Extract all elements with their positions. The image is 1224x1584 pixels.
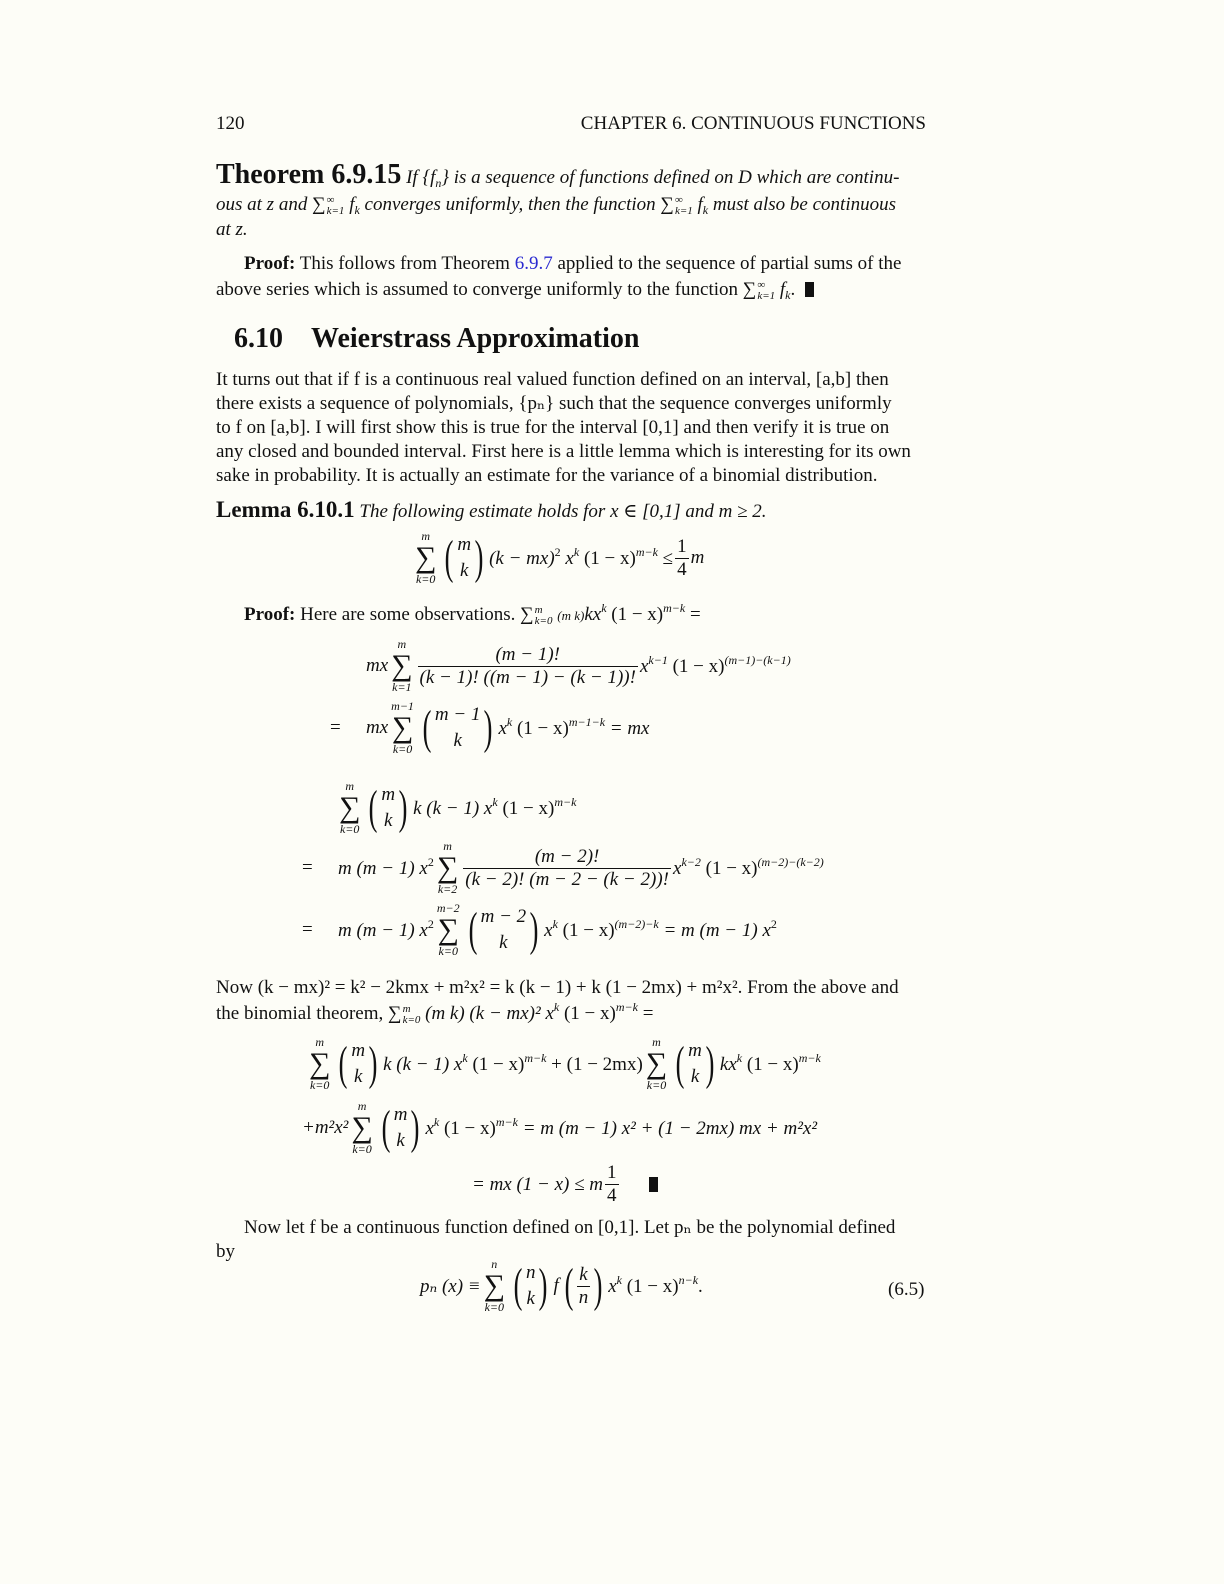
proof-1-line1: Proof: This follows from Theorem 6.9.7 applied to the sequence of partial sums of the [244,253,902,274]
proof-2-line: Proof: Here are some observations. ∑ m k=0 (m $k)kx^k$ $(1 - x)^{m-k}$ = [244,601,701,627]
inline-sum-limits: m k=0 [534,603,553,627]
inline-sum-limits: m k=0 [402,1002,421,1026]
lemma-equation: m ∑ k=0 ( m k ) (k − mx)$^2$ $x^k$ $(1 - x)^{m-k}$ ≤ $\frac{1}{4}$ m [415,529,705,586]
section-number: 6.10 [234,323,283,354]
intro-line-1: It turns out that if f is a continuous real valued function defined on an interval, [a,b] then [216,369,889,390]
lemma-statement: The following estimate holds for x ∈ [0,1] and m ≥ 2. [359,501,767,522]
final-paragraph-line1: Now let f be a continuous function defined on [0,1]. Let pₙ be the polynomial defined [244,1217,896,1238]
fraction: (m − 1)! (k − 1)! ((m − 1) − (k − 1))! [419,643,636,688]
sum-operator: m ∑ k=0 [415,529,437,586]
sigma-symbol: ∑ [339,791,361,824]
fraction: $\frac{1}{4}$ [677,535,687,580]
theorem-line1: If $\{f_n\}$ is a sequence of functions defined on D which are continu- [406,167,900,190]
equation-block-3-row-1: m ∑ k=0 ( m k ) k (k − 1) $x^k$ $(1 - x)^{m-k} + (1 - 2mx)$ m ∑ k=0 ( m k ) $kx^k$ $(1 - x)^{m-k}$ [309,1035,821,1092]
sigma-symbol: ∑ [645,1047,668,1080]
sigma-symbol: ∑ [415,541,437,574]
inline-sum-limits: ∞ k=1 [757,278,776,302]
intro-line-2: there exists a sequence of polynomials, {pₙ} such that the sequence converges uniformly [216,393,892,414]
equation-block-2-row-3: = m (m − 1) $x^2$ m−2 ∑ k=0 ( m − 2 k ) $x^k$ $(1 - x)^{(m-2)-k} = m$ (m − 1) $x^2$ [302,901,777,958]
inline-sum-limits-2: ∞ k=1 [674,193,693,217]
theorem-label: Theorem 6.9.15 [216,159,402,190]
binomial-coefficient: ( m k ) [444,531,484,584]
proof-1-line2: above series which is assumed to converge uniformly to the function ∑ ∞ k=1 $f_k$. [216,277,814,303]
intro-line-4: any closed and bounded interval. First here is a little lemma which is interesting for its own [216,441,911,462]
sigma-symbol: ∑ [309,1047,331,1080]
equation-block-2-row-2: = m (m − 1) $x^2$ m ∑ k=2 (m − 2)! (k − 2)! (m − 2 − (k − 2))! $x^{k-2}$ $(1 - x)^{(m-2)-(k-2)}$ [302,839,824,896]
equation-block-3-row-2: +m²x² m ∑ k=0 ( m k ) $x^k$ $(1 - x)^{m-k} = m$ (m − 1) x² + (1 − 2mx) mx + m²x² [302,1099,818,1156]
fraction: (m − 2)! (k − 2)! (m − 2 − (k − 2))! [465,845,669,890]
fraction: 1 4 [607,1162,617,1206]
final-paragraph-line2: by [216,1241,235,1262]
theorem-6-9-7-link[interactable]: 6.9.7 [514,253,553,274]
equation-block-1-row-2: = mx m−1 ∑ k=0 ( m − 1 k ) $x^k$ $(1 - x)^{m-1-k}$ = mx [330,699,650,756]
section-title: Weierstrass Approximation [311,323,640,354]
running-header: CHAPTER 6. CONTINUOUS FUNCTIONS [580,113,926,134]
qed-symbol [805,282,814,297]
section-heading [234,322,639,356]
sigma-symbol: ∑ [351,1111,373,1144]
theorem-6-9-15 [216,160,899,193]
theorem-line2: ous at z and ∑ ∞ k=1 $f_k$ converges uniformly, then the function ∑ ∞ k=1 $f_k$ must also be continuous [216,193,896,217]
sigma-symbol: ∑ [483,1269,505,1302]
equation-block-1-row-1: mx m ∑ k=1 (m − 1)! (k − 1)! ((m − 1) − (k − 1))! $x^{k-1}$ $(1 - x)^{(m-1)-(k-1)}$ [366,637,791,694]
sigma-symbol: ∑ [436,851,459,884]
inline-binomial: (m k) [557,608,585,623]
now-paragraph-line1: Now (k − mx)² = k² − 2kmx + m²x² = k (k − 1) + k (1 − 2mx) + m²x². From the above and [216,977,899,998]
equation-6-5: pₙ (x) ≡ n ∑ k=0 ( n k ) f ( k n ) $x^k$ $(1 - x)^{n-k}$. [420,1257,703,1314]
sigma-symbol: ∑ [391,711,414,744]
qed-symbol [649,1177,658,1192]
proof-label: Proof: [244,253,296,274]
lemma-label: Lemma 6.10.1 [216,497,355,522]
equation-block-2-row-1: m ∑ k=0 ( m k ) k (k − 1) $x^k$ $(1 - x)^{m-k}$ [339,779,577,836]
now-paragraph-line2: the binomial theorem, ∑ m k=0 (m k) (k − mx)² $x^k$ $(1 - x)^{m-k}$ = [216,1000,654,1026]
theorem-line3: at z. [216,219,248,240]
intro-line-5: sake in probability. It is actually an estimate for the variance of a binomial distribution. [216,465,878,486]
intro-line-3: to f on [a,b]. I will first show this is true for the interval [0,1] and then verify it is true on [216,417,890,438]
sigma-symbol: ∑ [437,913,459,946]
page-number: 120 [216,113,245,134]
equation-number: (6.5) [888,1279,925,1300]
equation-block-3-row-3: = mx (1 − x) ≤ m 1 4 [472,1162,658,1207]
inline-sum-limits: ∞ k=1 [326,193,345,217]
sigma-symbol: ∑ [391,649,413,682]
lemma-6-10-1 [216,496,767,526]
